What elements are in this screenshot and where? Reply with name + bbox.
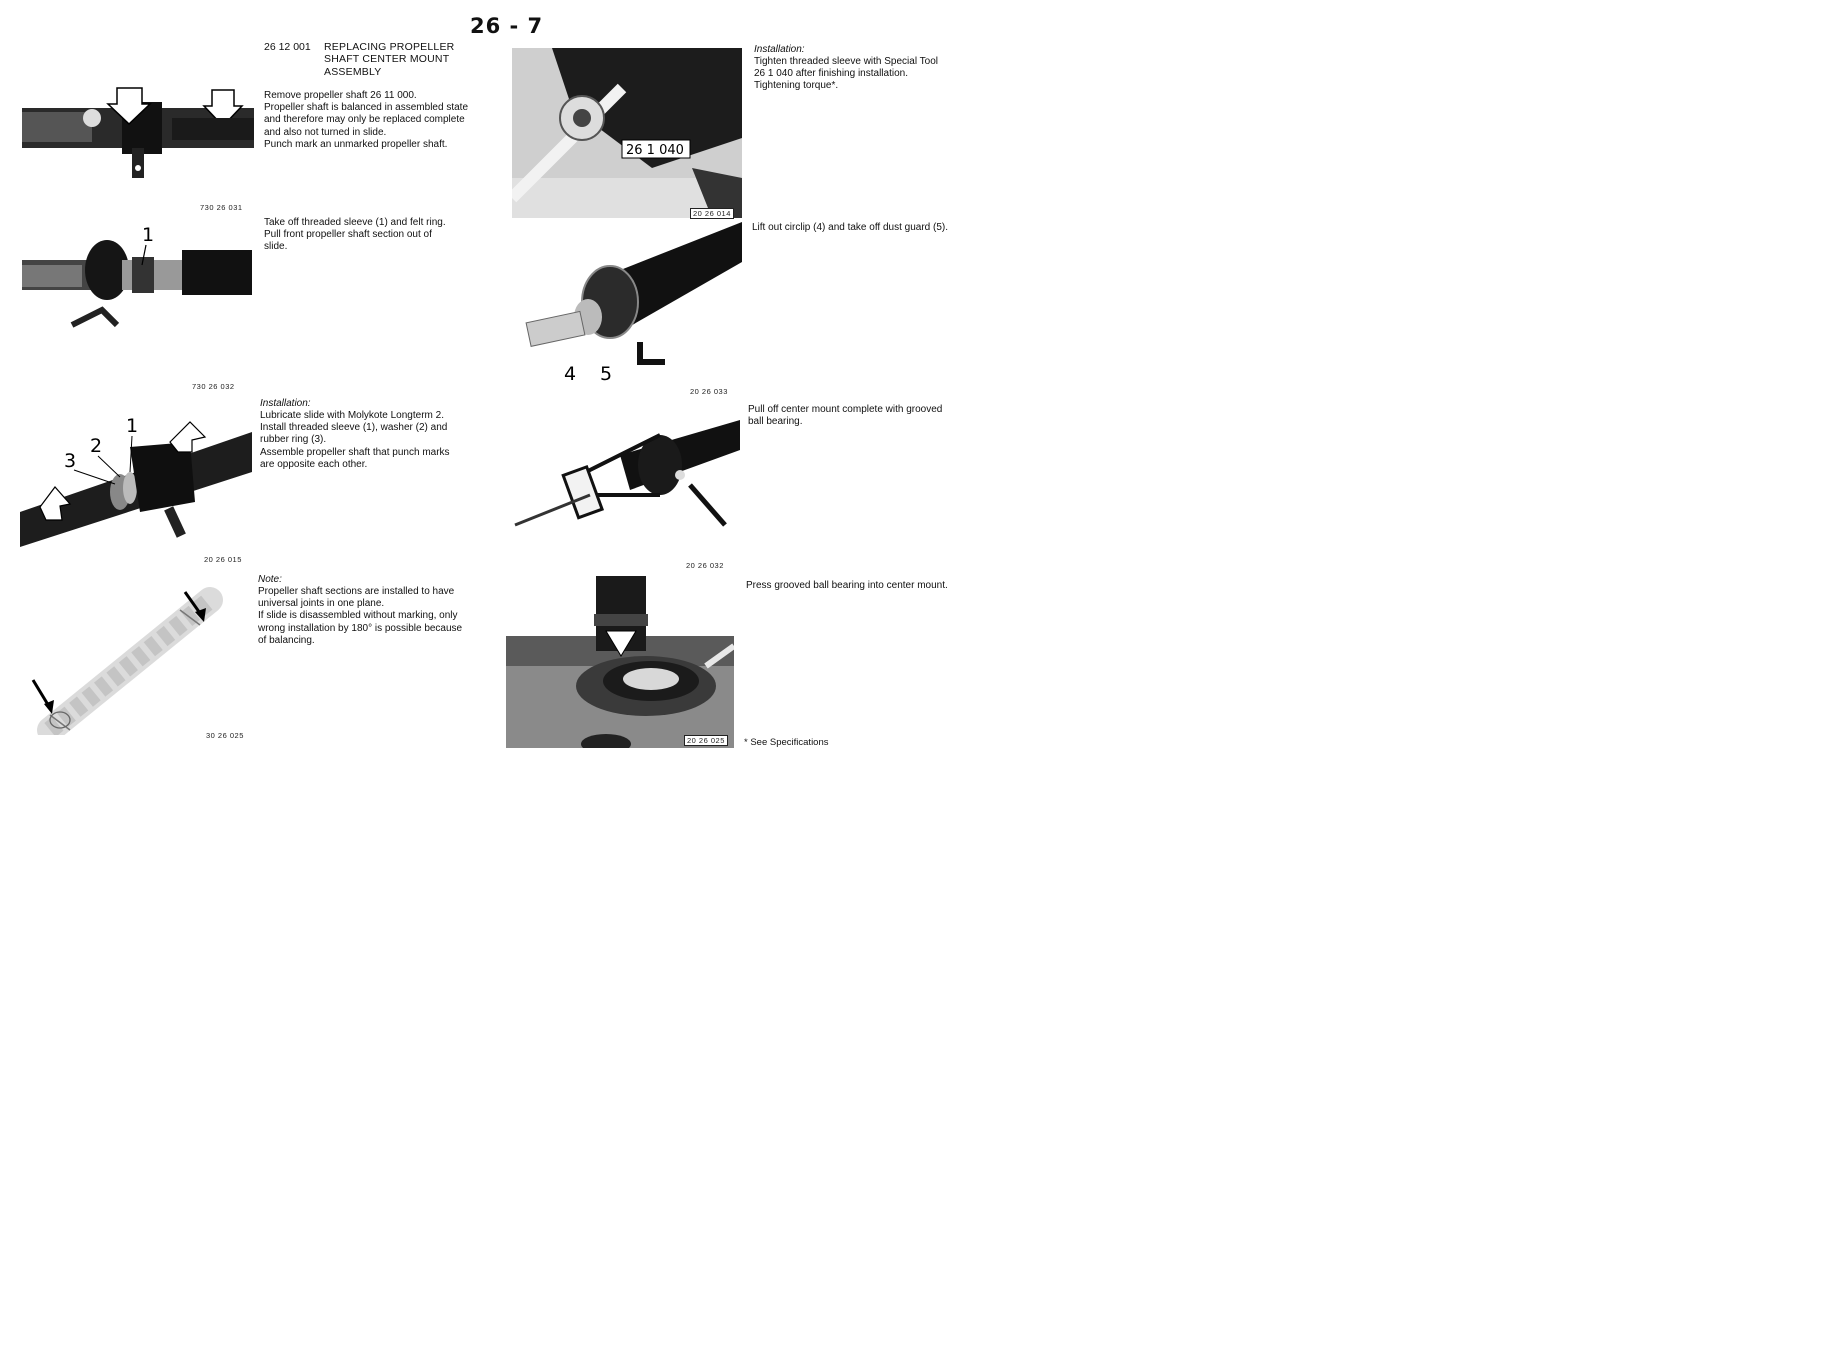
callout-3: 3 <box>64 450 77 472</box>
figure-caption: 20 26 015 <box>204 555 242 564</box>
page-number: 26 - 7 <box>470 14 544 38</box>
installation-heading: Installation: <box>260 398 311 409</box>
photo-threaded-sleeve <box>22 215 252 340</box>
section-title: REPLACING PROPELLER SHAFT CENTER MOUNT ASSEMBLY <box>324 41 455 78</box>
photo-installation <box>20 412 252 550</box>
figure-caption: 20 26 032 <box>686 561 724 570</box>
callout-1: 1 <box>126 415 139 437</box>
step-text-lubricate: Lubricate slide with Molykote Longterm 2. Install threaded sleeve (1), washer (2) and rubber ring (3). Assemble propeller shaft that punch marks are opposite each other. <box>260 410 450 470</box>
step-text-lift-circlip: Lift out circlip (4) and take off dust guard (5). <box>752 222 949 233</box>
photo-special-tool <box>512 48 742 218</box>
tool-label: 26 1 040 <box>626 143 684 158</box>
callout-5: 5 <box>600 363 613 382</box>
figure-caption: 30 26 025 <box>206 731 244 740</box>
photo-circlip <box>520 222 742 382</box>
figure-caption: 730 26 032 <box>192 382 235 391</box>
figure-caption: 20 26 025 <box>684 735 728 746</box>
step-text-take-off-sleeve: Take off threaded sleeve (1) and felt ring. Pull front propeller shaft section out of slide. <box>264 217 446 253</box>
photo-press-bearing <box>506 576 734 748</box>
photo-propeller-shaft <box>22 78 254 178</box>
figure-caption: 20 26 014 <box>690 208 734 219</box>
drawing-universal-joints <box>30 580 230 735</box>
callout-2: 2 <box>90 435 103 457</box>
section-code: 26 12 001 <box>264 41 311 53</box>
step-text-remove-shaft: Remove propeller shaft 26 11 000. Propeller shaft is balanced in assembled state and therefore may only be replaced complete and also not turned in slide. Punch mark an unmarked propeller shaft. <box>264 90 469 150</box>
step-text-pull-mount: Pull off center mount complete with grooved ball bearing. <box>748 404 943 428</box>
callout-4: 4 <box>564 363 577 382</box>
step-text-press-bearing: Press grooved ball bearing into center mount. <box>746 580 948 591</box>
installation-heading-right: Installation: <box>754 44 805 55</box>
figure-caption: 20 26 033 <box>690 387 728 396</box>
footnote: * See Specifications <box>744 737 829 748</box>
note-text: Propeller shaft sections are installed to have universal joints in one plane. If slide is disassembled without marking, only wrong installation by 180° is possible because of balancing. <box>258 586 463 646</box>
photo-puller <box>510 415 740 540</box>
callout-1: 1 <box>142 224 155 246</box>
step-text-tighten: Tighten threaded sleeve with Special Tool 26 1 040 after finishing installation. Tightening torque*. <box>754 56 939 92</box>
note-heading: Note: <box>258 574 282 585</box>
figure-caption: 730 26 031 <box>200 203 243 212</box>
manual-page <box>0 0 1000 760</box>
